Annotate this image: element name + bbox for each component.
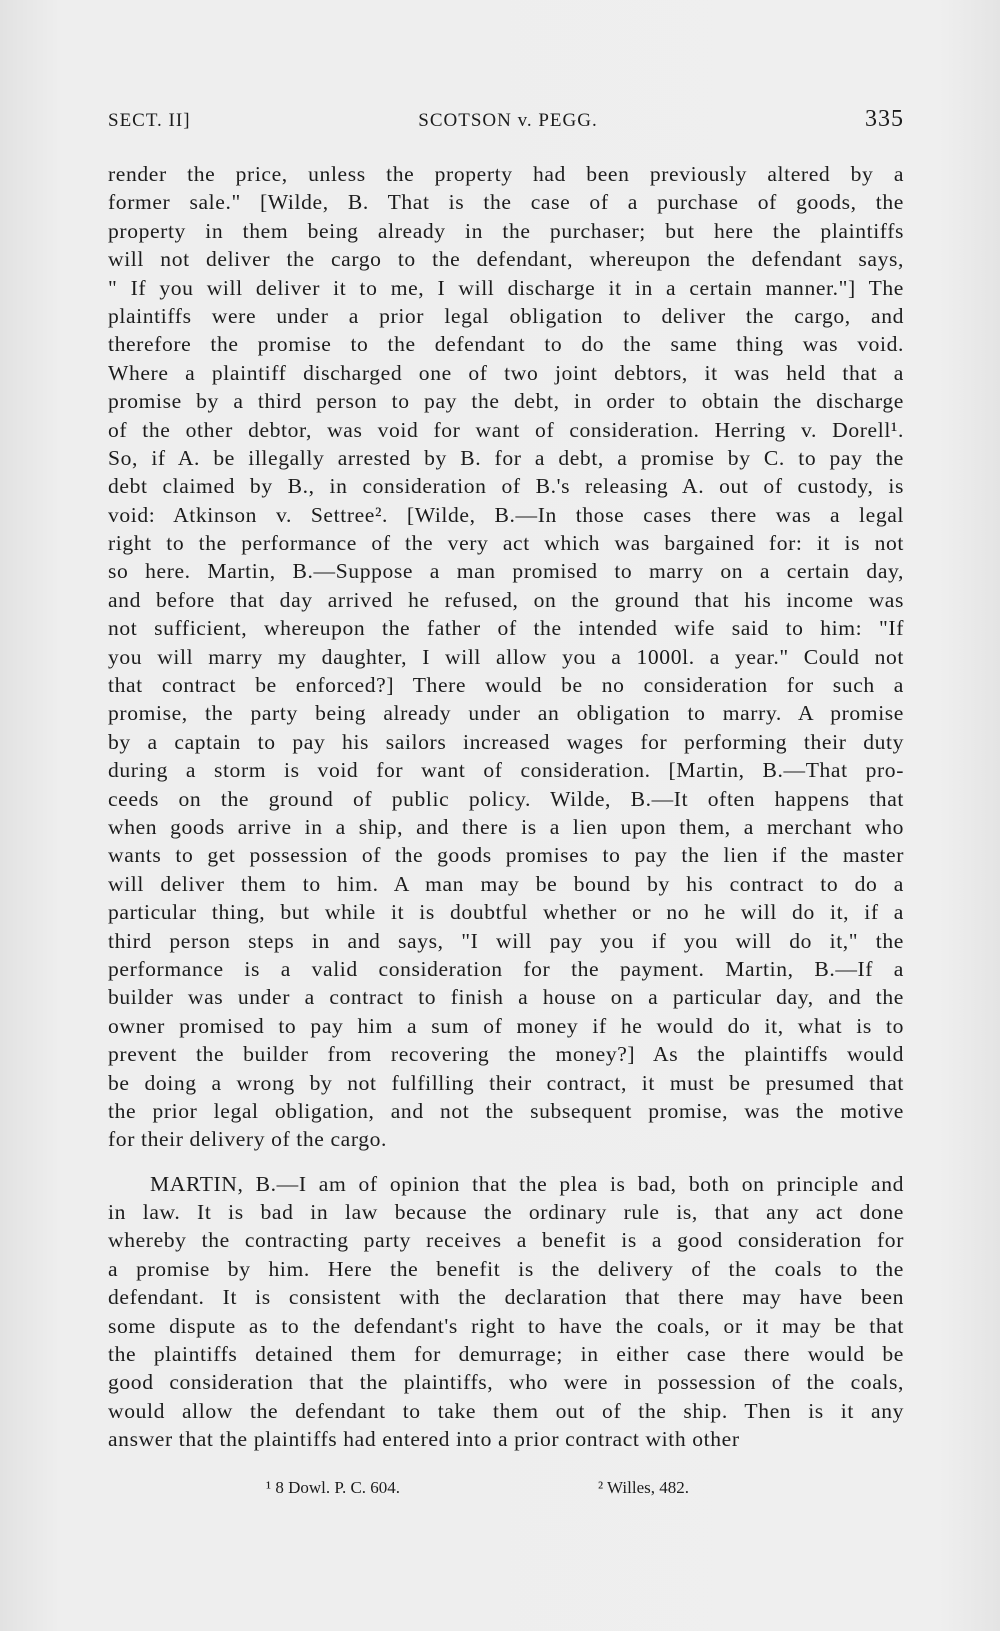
text-line: third person steps in and says, "I will pay you if you will do it," the — [108, 928, 904, 953]
text-line: for their delivery of the cargo. — [108, 1127, 388, 1152]
text-line: former sale." [Wilde, B. That is the case of a purchase of goods, the — [108, 190, 904, 215]
main-text — [108, 160, 904, 1454]
text-line: whereby the contracting party receives a benefit is a good consideration for — [108, 1228, 904, 1253]
text-line: promise, the party being already under an obligation to marry. A promise — [108, 701, 904, 726]
text-line: particular thing, but while it is doubtful whether or no he will do it, if a — [108, 900, 904, 925]
text-line: and before that day arrived he refused, on the ground that his income was — [108, 587, 904, 612]
argument-paragraph — [108, 160, 904, 1154]
text-line: Where a plaintiff discharged one of two joint debtors, it was held that a — [108, 360, 904, 385]
text-line: the prior legal obligation, and not the subsequent promise, was the motive — [108, 1098, 904, 1123]
text-line: will not deliver the cargo to the defendant, whereupon the defendant says, — [108, 247, 904, 272]
text-line: when goods arrive in a ship, and there is a lien upon them, a merchant who — [108, 814, 904, 839]
text-line: during a storm is void for want of consideration. [Martin, B.—That pro- — [108, 758, 904, 783]
page-number: 335 — [865, 106, 904, 132]
text-line: render the price, unless the property had been previously altered by a — [108, 162, 904, 186]
text-line: not sufficient, whereupon the father of the intended wife said to him: "If — [108, 616, 904, 641]
opinion-paragraph — [108, 1170, 904, 1454]
text-line: So, if A. be illegally arrested by B. for a debt, a promise by C. to pay the — [108, 445, 904, 470]
running-header — [108, 106, 904, 140]
text-line: debt claimed by B., in consideration of B.'s releasing A. out of custody, is — [108, 474, 904, 499]
text-line: property in them being already in the purchaser; but here the plaintiffs — [108, 218, 904, 243]
text-line: void: Atkinson v. Settree². [Wilde, B.—In those cases there was a legal — [108, 502, 904, 527]
text-line: you will marry my daughter, I will allow you a 1000l. a year." Could not — [108, 644, 904, 669]
text-line: of the other debtor, was void for want of consideration. Herring v. Dorell¹. — [108, 417, 904, 442]
section-label: SECT. II] — [108, 110, 191, 131]
text-line: answer that the plaintiffs had entered into a prior contract with other — [108, 1427, 740, 1452]
text-line: owner promised to pay him a sum of money if he would do it, what is to — [108, 1013, 904, 1038]
footnote-1: ¹ 8 Dowl. P. C. 604. — [266, 1478, 401, 1497]
text-line: be doing a wrong by not fulfilling their contract, it must be presumed that — [108, 1070, 904, 1095]
text-line: defendant. It is consistent with the declaration that there may have been — [108, 1285, 904, 1310]
footnotes — [108, 1478, 904, 1508]
footnote-2: ² Willes, 482. — [598, 1478, 689, 1497]
text-line: in law. It is bad in law because the ordinary rule is, that any act done — [108, 1200, 904, 1225]
text-line: therefore the promise to the defendant to do the same thing was void. — [108, 332, 904, 357]
text-line: would allow the defendant to take them out of the ship. Then is it any — [108, 1398, 904, 1423]
text-line: ceeds on the ground of public policy. Wilde, B.—It often happens that — [108, 786, 904, 811]
case-title: SCOTSON v. PEGG. — [418, 110, 598, 131]
text-line: " If you will deliver it to me, I will discharge it in a certain manner."] The — [108, 275, 904, 300]
text-line: will deliver them to him. A man may be bound by his contract to do a — [108, 871, 904, 896]
text-line: promise by a third person to pay the debt, in order to obtain the discharge — [108, 389, 904, 414]
text-line: so here. Martin, B.—Suppose a man promised to marry on a certain day, — [108, 559, 904, 584]
text-line: by a captain to pay his sailors increased wages for performing their duty — [108, 729, 904, 754]
text-line: builder was under a contract to finish a house on a particular day, and the — [108, 985, 904, 1010]
text-line: right to the performance of the very act which was bargained for: it is not — [108, 531, 904, 556]
text-line: that contract be enforced?] There would be no consideration for such a — [108, 673, 904, 698]
text-line: the plaintiffs detained them for demurrage; in either case there would be — [108, 1342, 904, 1367]
text-line: a promise by him. Here the benefit is the delivery of the coals to the — [108, 1256, 904, 1281]
text-line: prevent the builder from recovering the money?] As the plaintiffs would — [108, 1042, 904, 1067]
text-line: wants to get possession of the goods promises to pay the lien if the master — [108, 843, 904, 868]
text-line: good consideration that the plaintiffs, who were in possession of the coals, — [108, 1370, 904, 1395]
text-line: MARTIN, B.—I am of opinion that the plea is bad, both on principle and — [150, 1171, 904, 1196]
text-line: performance is a valid consideration for the payment. Martin, B.—If a — [108, 956, 904, 981]
text-line: plaintiffs were under a prior legal obligation to deliver the cargo, and — [108, 303, 904, 328]
text-line: some dispute as to the defendant's right to have the coals, or it may be that — [108, 1313, 904, 1338]
